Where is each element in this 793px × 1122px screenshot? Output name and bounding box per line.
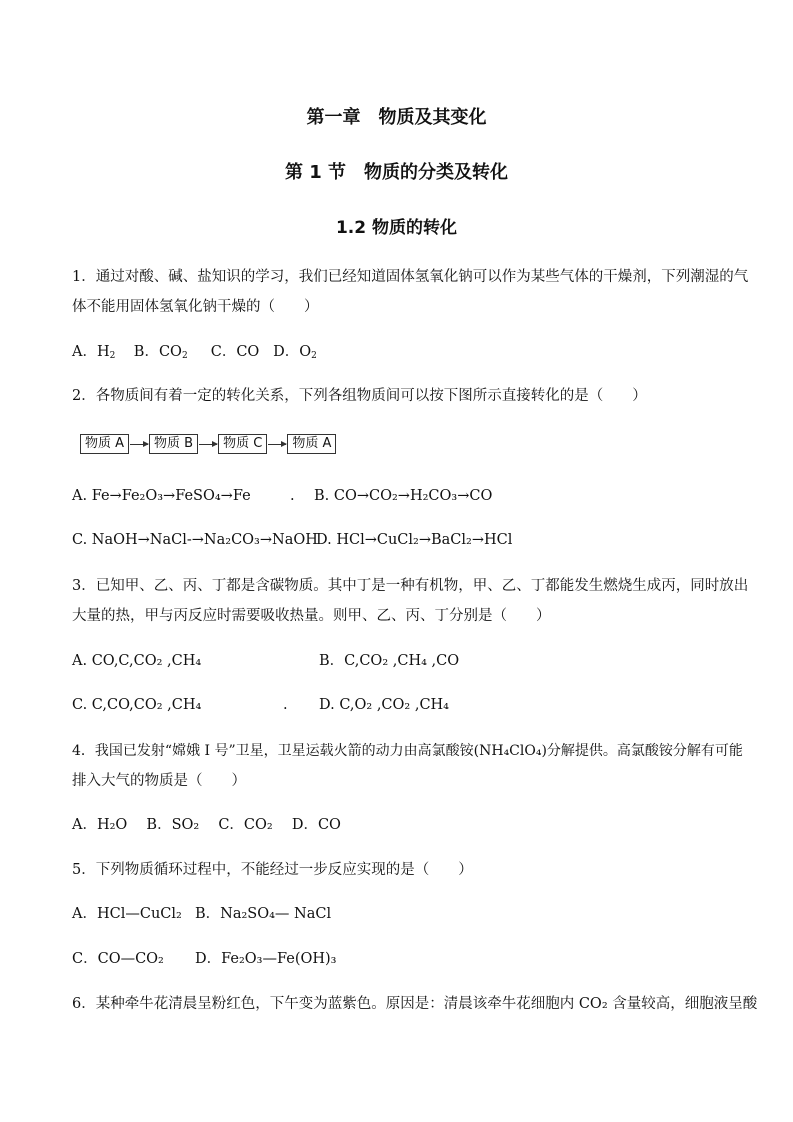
flow-box-3: 物质 C — [218, 434, 267, 454]
flow-box-2: 物质 B — [149, 434, 198, 454]
q5-option-c: C．CO—CO₂ — [72, 951, 164, 967]
q2-flow-diagram — [80, 434, 336, 454]
subsection-title: 1.2 物质的转化 — [335, 218, 458, 238]
flow-box-4: 物质 A — [287, 434, 336, 454]
q1-option-a: A．H — [72, 344, 110, 360]
q2-option-c: C. NaOH→NaCl-→Na₂CO₃→NaOH — [72, 532, 318, 548]
q1-option-b: B．CO — [133, 344, 182, 360]
q1-options: A．$H_2$ B．$CO_2$ C．CO D．$O_2$ — [72, 344, 317, 361]
q2-stem: 2．各物质间有着一定的转化关系，下列各组物质间可以按下图所示直接转化的是（ ） — [72, 388, 647, 404]
q3-option-d: D. C,O₂ ,CO₂ ,CH₄ — [319, 697, 449, 713]
q6-stem-line1: 6．某种牵牛花清晨呈粉红色，下午变为蓝紫色。原因是：清晨该牵牛花细胞内 CO₂ 含量较高，细胞液呈酸 — [72, 996, 758, 1012]
q2-option-a: A. Fe→Fe₂O₃→FeSO₄→Fe — [72, 488, 251, 504]
flow-arrow-icon — [199, 444, 217, 445]
stray-dot: . — [283, 697, 288, 713]
q3-option-c: C. C,CO,CO₂ ,CH₄ — [72, 697, 202, 713]
q4-options: A．H₂O B．SO₂ C．CO₂ D．CO — [72, 817, 341, 833]
q2-option-b: B. CO→CO₂→H₂CO₃→CO — [314, 488, 493, 504]
q3-stem-line2: 大量的热，甲与丙反应时需要吸收热量。则甲、乙、丙、丁分别是（ ） — [72, 608, 551, 624]
q3-stem-line1: 3．已知甲、乙、丙、丁都是含碳物质。其中丁是一种有机物，甲、乙、丁都能发生燃烧生成丙，同时放出 — [72, 578, 749, 594]
flow-arrow-icon — [130, 444, 148, 445]
q5-stem: 5．下列物质循环过程中，不能经过一步反应实现的是（ ） — [72, 862, 473, 878]
q3-option-a: A. CO,C,CO₂ ,CH₄ — [72, 653, 202, 669]
q1-option-c: C．CO — [210, 344, 260, 360]
q5-option-a: A．HCl—CuCl₂ — [72, 906, 182, 922]
chapter-title: 第一章 物质及其变化 — [306, 107, 487, 128]
q5-option-b: B．Na₂SO₄— NaCl — [195, 906, 332, 922]
q1-stem-line2: 体不能用固体氢氧化钠干燥的（ ） — [72, 299, 319, 315]
q5-option-d: D．Fe₂O₃—Fe(OH)₃ — [195, 951, 337, 967]
q1-stem-line1: 1．通过对酸、碱、盐知识的学习，我们已经知道固体氢氧化钠可以作为某些气体的干燥剂，下列潮湿的气 — [72, 269, 749, 285]
flow-arrow-icon — [268, 444, 286, 445]
q2-option-d: D. HCl→CuCl₂→BaCl₂→HCl — [316, 532, 513, 548]
stray-dot: . — [290, 488, 295, 504]
q4-stem-line1: 4．我国已发射“嫦娥 I 号”卫星，卫星运载火箭的动力由高氯酸铵(NH₄ClO₄)分解提供。高氯酸铵分解有可能 — [72, 743, 743, 759]
flow-box-1: 物质 A — [80, 434, 129, 454]
q1-option-d: D．O — [273, 344, 312, 360]
q3-option-b: B．C,CO₂ ,CH₄ ,CO — [319, 653, 460, 669]
q4-stem-line2: 排入大气的物质是（ ） — [72, 773, 246, 789]
section-title: 第 1 节 物质的分类及转化 — [284, 162, 509, 183]
